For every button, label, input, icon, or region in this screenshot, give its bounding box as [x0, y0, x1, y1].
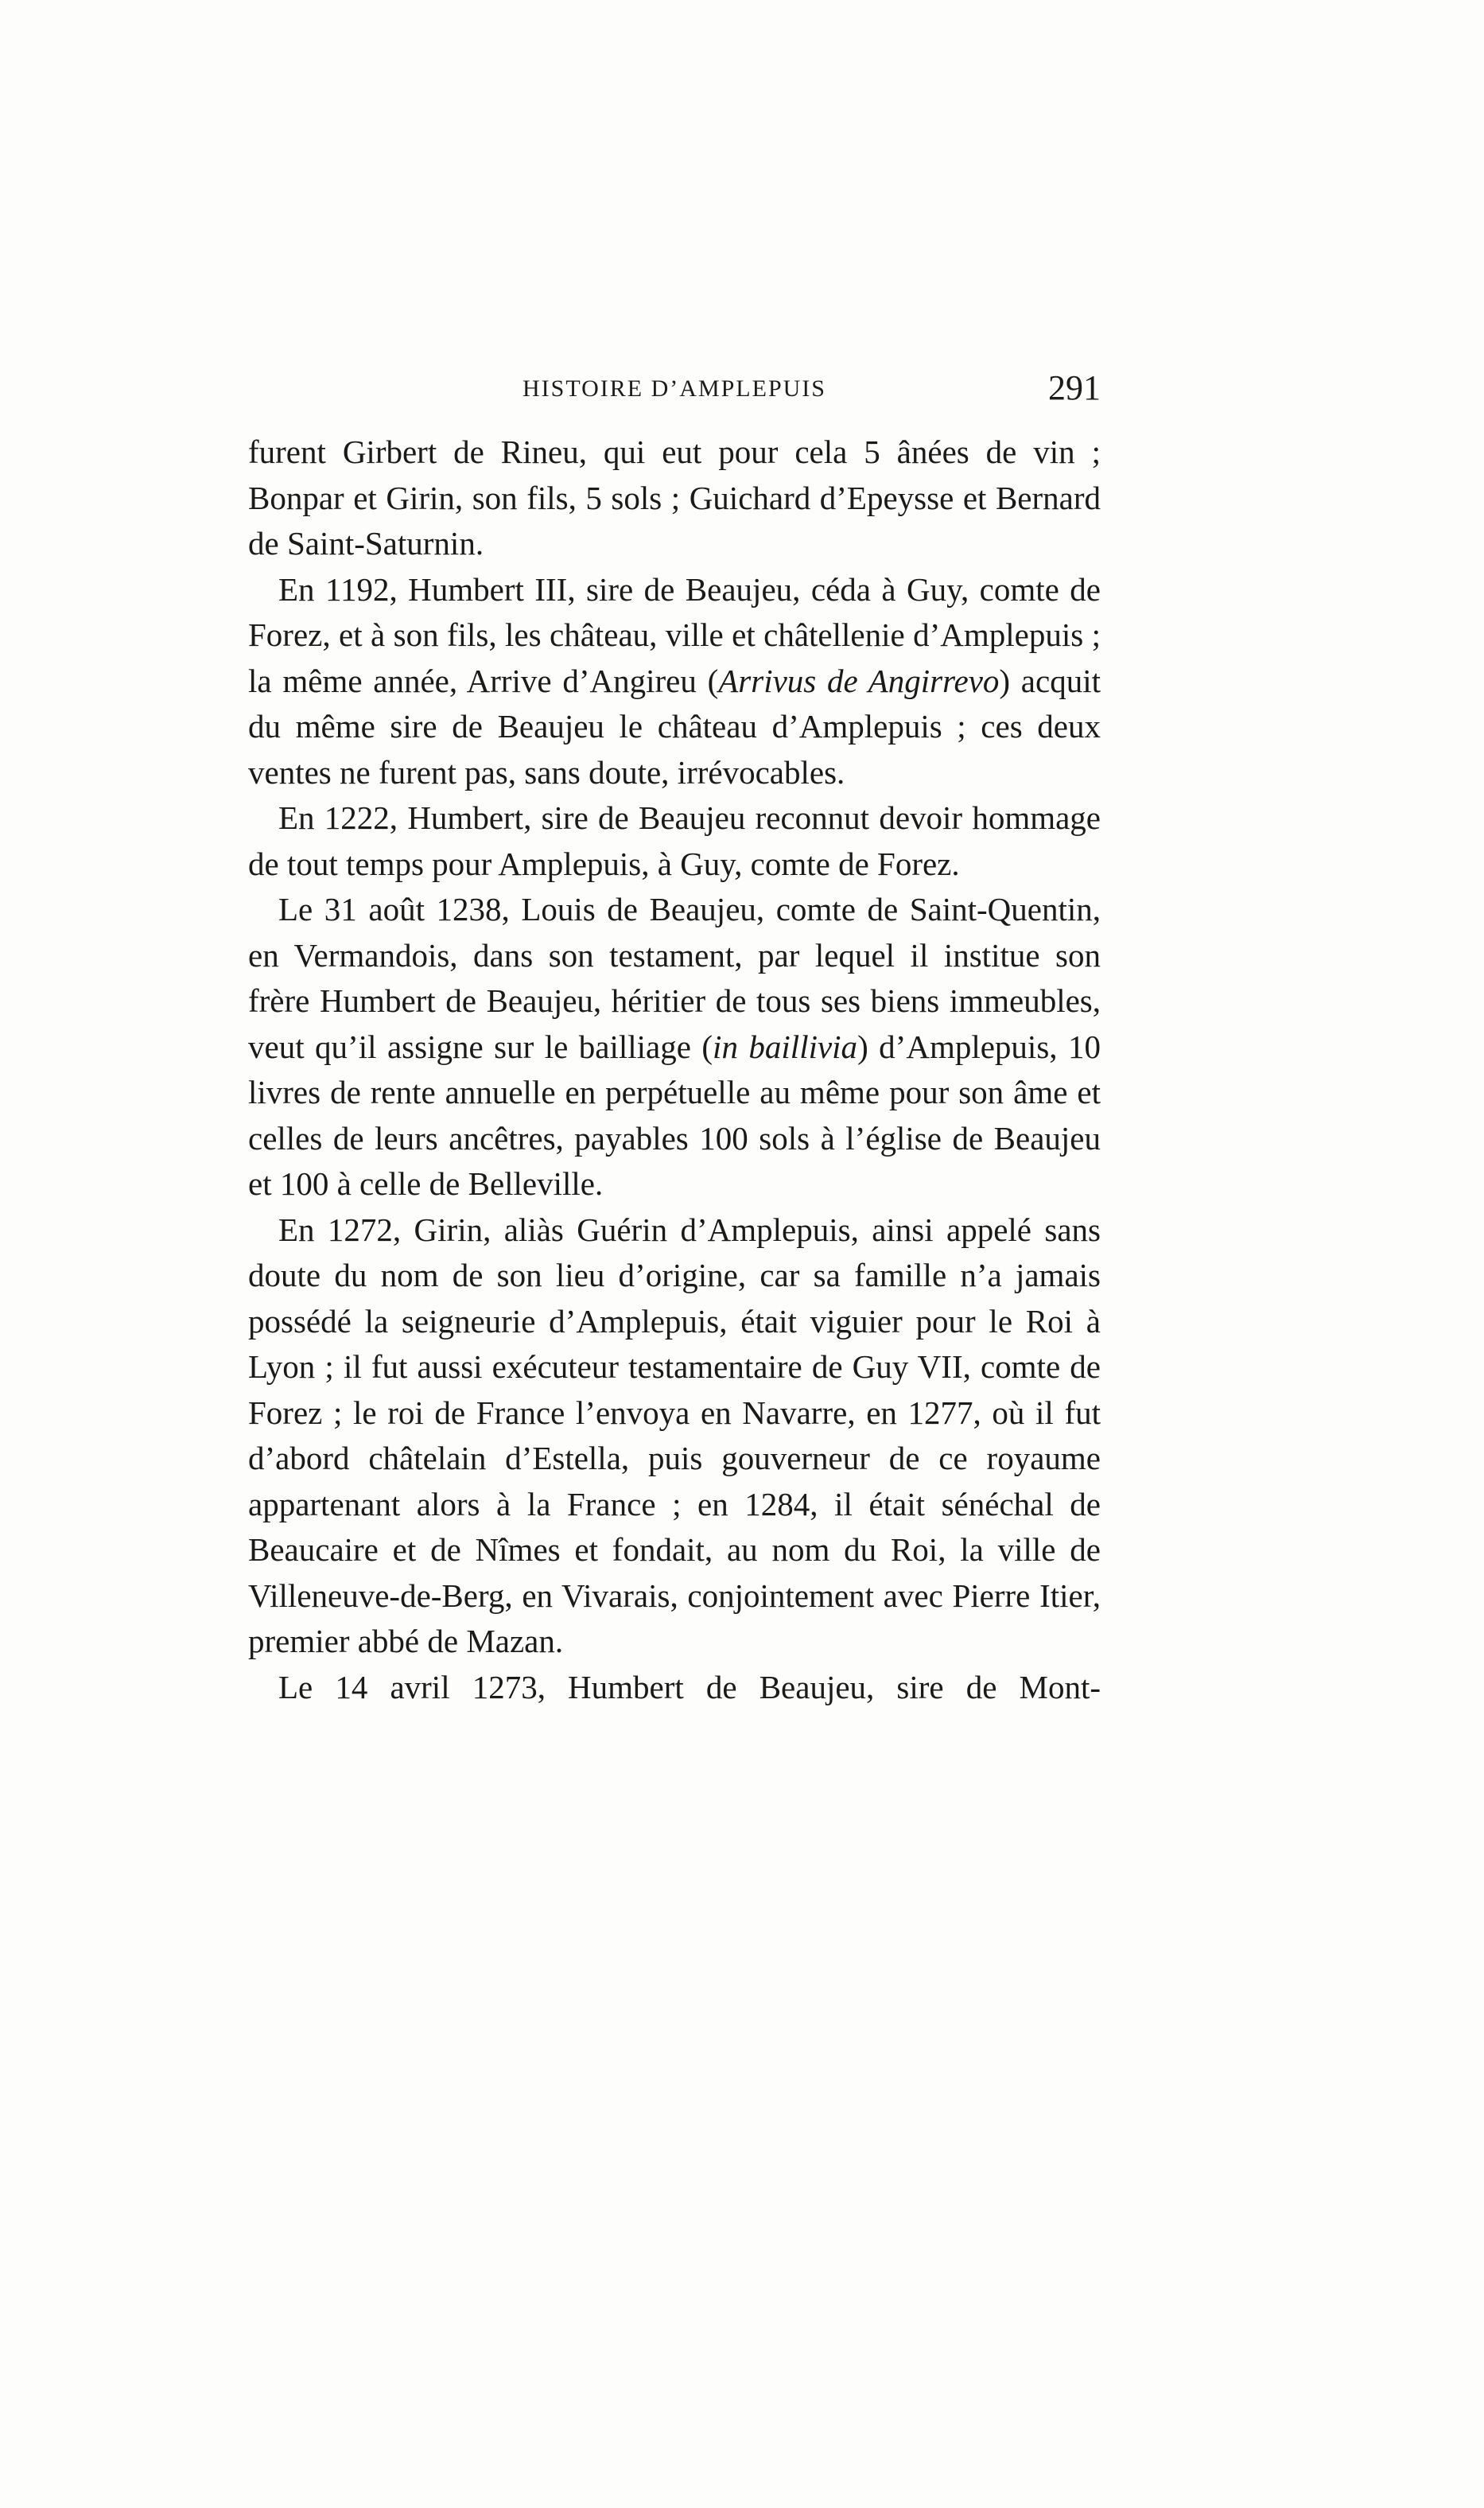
text-span: En 1192, Humbert III, sire de Beaujeu, céda à Guy, comte de Forez, et à son fils, les château, ville et châtellenie d’Amplepuis ; la même année, Arrive d’Angireu (	[248, 570, 1101, 699]
body-text	[248, 430, 1101, 1710]
latin-term: in baillivia	[713, 1028, 858, 1065]
paragraph	[248, 795, 1101, 887]
paragraph	[248, 1665, 1101, 1711]
text-span: En 1222, Humbert, sire de Beaujeu reconnut devoir hommage de tout temps pour Amplepuis, à Guy, comte de Forez.	[248, 799, 1101, 882]
paragraph	[248, 430, 1101, 567]
paragraph	[248, 1207, 1101, 1665]
text-span: Le 31 août 1238, Louis de Beaujeu, comte de Saint-Quentin, en Vermandois, dans son testament, par lequel il institue son frère Humbert de Beaujeu, héritier de tous ses biens immeubles, veut qu’il assigne sur le bailliage (	[248, 891, 1101, 1065]
running-title: HISTOIRE D’AMPLEPUIS	[523, 375, 826, 402]
page-header	[248, 367, 1101, 423]
page-number: 291	[1048, 368, 1101, 407]
paragraph	[248, 887, 1101, 1207]
paragraph	[248, 567, 1101, 796]
text-span: ) acquit du même sire de Beaujeu le château d’Amplepuis ; ces deux ventes ne furent pas, sans doute, irrévocables.	[248, 662, 1101, 791]
text-span: En 1272, Girin, aliàs Guérin d’Amplepuis, ainsi appelé sans doute du nom de son lieu d’origine, car sa famille n’a jamais possédé la seigneurie d’Amplepuis, était viguier pour le Roi à Lyon ; il fut aussi exécuteur testamentaire de Guy VII, comte de Forez ; le roi de France l’envoya en Navarre, en 1277, où il fut d’abord châtelain d’Estella, puis gouverneur de ce royaume appartenant alors à la France ; en 1284, il était sénéchal de Beaucaire et de Nîmes et fondait, au nom du Roi, la ville de Villeneuve-de-Berg, en Vivarais, conjointement avec Pierre Itier, premier abbé de Mazan.	[248, 1211, 1101, 1659]
text-span: furent Girbert de Rineu, qui eut pour cela 5 ânées de vin ; Bonpar et Girin, son fils, 5 sols ; Guichard d’Epeysse et Bernard de Saint-Saturnin.	[248, 434, 1101, 562]
latin-name: Arrivus de Angirrevo	[718, 662, 1000, 699]
text-span: Le 14 avril 1273, Humbert de Beaujeu, sire de Mont-	[278, 1668, 1101, 1705]
text-span: ) d’Amplepuis, 10 livres de rente annuelle en perpétuelle au même pour son âme et celles de leurs ancêtres, payables 100 sols à l’église de Beaujeu et 100 à celle de Belleville.	[248, 1028, 1101, 1202]
